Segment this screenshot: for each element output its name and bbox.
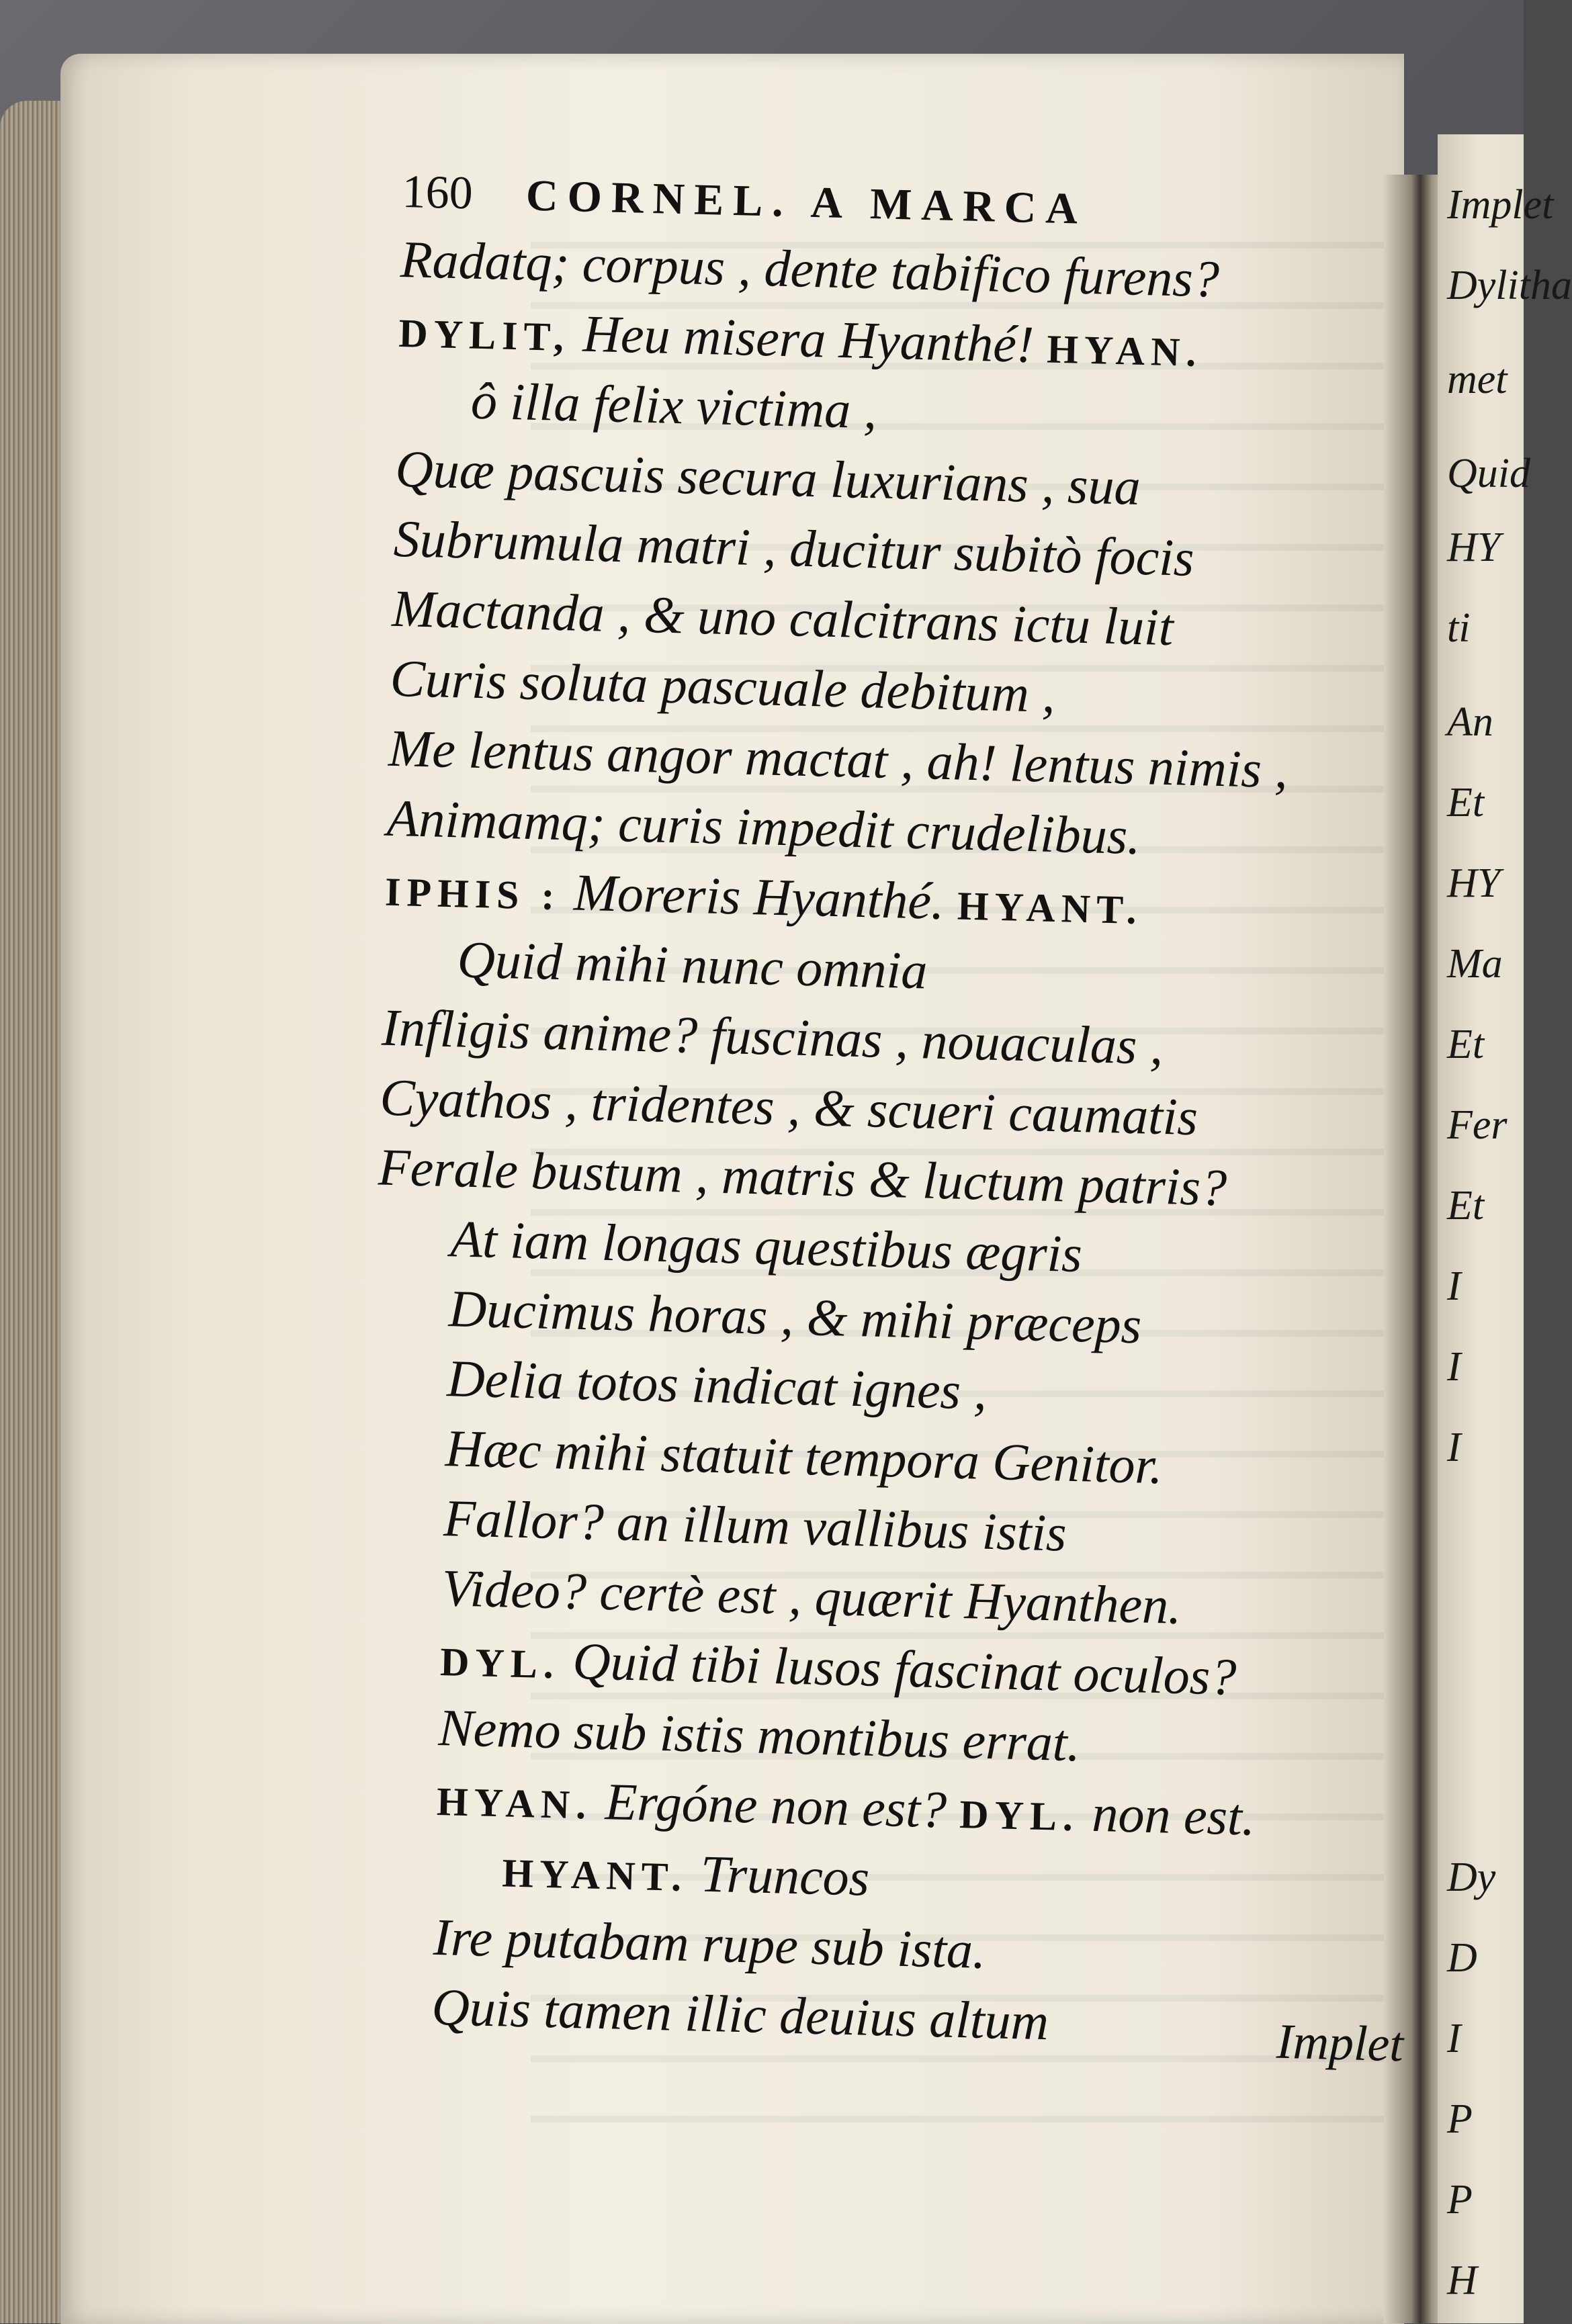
verse-text: ô illa felix victima , <box>470 371 878 440</box>
verse-text: Ferale bustum , matris & luctum patris? <box>378 1137 1228 1217</box>
page-number: 160 <box>401 165 474 220</box>
verse-text: Heu misera Hyanthé! <box>569 304 1048 374</box>
facing-page-fragment: HY <box>1447 525 1501 570</box>
verse-text: Animamq; curis impedit crudelibus. <box>386 788 1141 866</box>
page-text <box>357 154 1370 2063</box>
facing-page-fragment: met <box>1447 357 1508 402</box>
verse-text: Delia totos indicat ignes , <box>446 1349 988 1421</box>
speaker-name: HYAN. <box>436 1779 593 1828</box>
facing-page-fragment: Fer <box>1447 1102 1508 1148</box>
verse-text: Quid tibi lusos fascinat oculos? <box>558 1631 1237 1706</box>
facing-page-fragment: D <box>1447 1935 1477 1981</box>
verse-text: Me lentus angor mactat , ah! lentus nimis , <box>388 718 1289 799</box>
facing-page-fragment: P <box>1447 2096 1473 2142</box>
facing-page-fragment: I <box>1447 1425 1461 1470</box>
book-gutter <box>1384 175 1444 2323</box>
facing-page-fragment: HY <box>1447 860 1501 906</box>
verse-text: Mactanda , & uno calcitrans ictu luit <box>391 578 1174 657</box>
speaker-name: HYANT. <box>501 1850 688 1900</box>
verse-lines <box>357 224 1368 2063</box>
catchword: Implet <box>1276 2014 1405 2073</box>
verse-text: Video? certè est , quærit Hyanthen. <box>441 1558 1182 1635</box>
speaker-name: HYAN. <box>1046 326 1203 375</box>
verse-text: Quid mihi nunc omnia <box>456 930 928 1000</box>
facing-page-fragment: ti <box>1447 605 1471 651</box>
facing-page-fragment: I <box>1447 1344 1461 1390</box>
verse-text: Moreris Hyanthé. <box>560 862 959 931</box>
speaker-name: DYL. <box>439 1640 560 1687</box>
facing-page-fragment: Dylitha <box>1447 263 1572 308</box>
verse-text: Curis soluta pascuale debitum , <box>389 648 1056 723</box>
verse-text: Nemo sub istis montibus errat. <box>437 1698 1082 1773</box>
facing-page-fragment: Implet <box>1447 182 1554 228</box>
speaker-name: DYL. <box>959 1791 1080 1840</box>
facing-page-fragment: Quid <box>1447 451 1530 496</box>
verse-text: Fallor? an illum vallibus istis <box>443 1488 1067 1562</box>
speaker-name: HYANT. <box>957 883 1143 933</box>
verse-text: Infligis anime? fuscinas , nouaculas , <box>381 997 1164 1076</box>
facing-page-fragment: Dy <box>1447 1854 1496 1900</box>
facing-page-fragment: Et <box>1447 1183 1485 1228</box>
right-page <box>1438 134 1572 2323</box>
verse-text: non est. <box>1078 1783 1256 1846</box>
verse-text: Truncos <box>687 1844 871 1907</box>
verse-text: Ire putabam rupe sub ista. <box>433 1907 987 1979</box>
verse-text: Ergóne non est? <box>591 1771 961 1839</box>
facing-page-fragment: Et <box>1447 780 1485 825</box>
verse-text: Quæ pascuis secura luxurians , sua <box>394 439 1141 516</box>
facing-page-fragment: An <box>1447 699 1493 745</box>
speaker-name: DYLIT, <box>398 310 570 360</box>
running-head-title: CORNEL. A MARCA <box>525 171 1088 234</box>
speaker-name: IPHIS : <box>384 869 562 919</box>
verse-text: Radatq; corpus , dente tabifico furens? <box>400 229 1220 308</box>
verse-text: Subrumula matri , ducitur subitò focis <box>392 508 1195 587</box>
verse-text: Ducimus horas , & mihi præceps <box>447 1279 1143 1355</box>
facing-page-fragment: P <box>1447 2177 1473 2223</box>
verse-text: Hæc mihi statuit tempora Genitor. <box>444 1419 1164 1495</box>
facing-page-fragment: H <box>1447 2258 1477 2303</box>
verse-text: At iam longas questibus ægris <box>449 1209 1083 1284</box>
facing-page-fragment: I <box>1447 1263 1461 1309</box>
verse-text: Quis tamen illic deuius altum <box>431 1977 1050 2051</box>
verse-text: Cyathos , tridentes , & scueri caumatis <box>379 1067 1198 1147</box>
facing-page-fragment: I <box>1447 2016 1461 2061</box>
facing-page-fragment: Et <box>1447 1022 1485 1067</box>
facing-page-fragment: Ma <box>1447 941 1503 987</box>
